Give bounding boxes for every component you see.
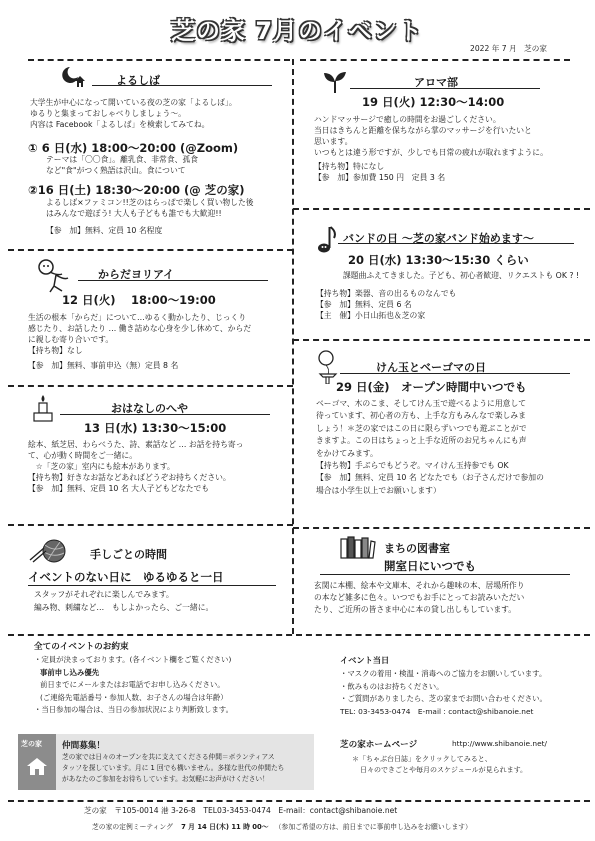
yoru-intro-line: 内容は Facebook「よるしば」を検索してみてね。 bbox=[30, 120, 210, 129]
kendama-line: しょう！＊芝の家ではこの日に限らずいつでも遊ぶことがで bbox=[316, 423, 527, 433]
notes-line: ・定員が決まっております。(各イベント欄をご覧ください) bbox=[34, 655, 232, 664]
band-line: 課題曲ふえてきました。子ども、初心者歓迎、リクエストも OK ? ! bbox=[343, 271, 580, 280]
homepage-line: ＊「ちゃぶ台日誌」をクリックしてみると、 bbox=[352, 755, 492, 763]
yoru-event1-line: テーマは「〇〇食」。離乳食、非常食、孤食 bbox=[46, 155, 199, 164]
recruit-desc bbox=[62, 752, 284, 785]
yoru-event2-line: はみんなで遊ぼう! 大人も子どもも誰でも大歓迎!! bbox=[46, 209, 222, 218]
notes-rules bbox=[34, 654, 233, 717]
aroma-fee: 【参 加】参加費 150 円 定員 3 名 bbox=[314, 173, 446, 182]
kendama-datetime: 29 日(金) オープン時間中いつでも bbox=[336, 380, 527, 394]
recruit-badge bbox=[18, 734, 56, 790]
karada-fee: 【参 加】無料、事前申込（無）定員 8 名 bbox=[28, 361, 179, 370]
aroma-title: アロマ部 bbox=[414, 76, 458, 89]
notes-line: ・当日参加の場合は、当日の参加状況により判断致します。 bbox=[34, 705, 233, 715]
recruit-badge-label: 芝の家 bbox=[21, 740, 42, 748]
notes-title: 全てのイベントのお約束 bbox=[34, 642, 129, 652]
notes-line: (ご連絡先電話番号・参加人数、お子さんの場合は年齢） bbox=[40, 692, 228, 702]
ohanashi-line: ☆「芝の家」室内にも絵本があります。 bbox=[28, 462, 175, 471]
teshigoto-title: 手しごとの時間 bbox=[90, 548, 167, 561]
homepage-line: 日々のできごとや毎月のスケジュールが見られます。 bbox=[360, 766, 528, 774]
band-desc bbox=[343, 270, 579, 281]
yoru-event2-line: よるしば×ファミコン!!芝のはらっぱで楽しく買い物した後 bbox=[46, 198, 254, 207]
library-title-underline bbox=[320, 574, 570, 575]
karada-desc bbox=[28, 312, 251, 371]
band-fee: 【参 加】無料、定員 6 名 bbox=[316, 300, 412, 309]
recruit-line: タッフを探しています。月に 1 回でも構いません。多様な世代の仲間たち bbox=[62, 764, 285, 772]
yoru-event2-date: ②16 日(土) 18:30～20:00 (@ 芝の家) bbox=[28, 183, 245, 197]
event-day-line: ・ご質問がありましたら、芝の家までお問い合わせください。 bbox=[340, 694, 547, 704]
yoru-event1-desc bbox=[46, 154, 198, 176]
recruit-title: 仲間募集！ bbox=[62, 741, 105, 751]
yoru-event1-line: など"食"がつく熟語は沢山。食について bbox=[46, 166, 186, 175]
event-day-line: ・マスクの着用・検温・消毒へのご協力をお願いしています。 bbox=[340, 669, 547, 678]
aroma-line: 思います。 bbox=[314, 137, 353, 146]
homepage-desc bbox=[352, 754, 527, 776]
yoru-event1-date: ① 6 日(水) 18:00～20:00 (@Zoom) bbox=[28, 141, 239, 155]
kendama-fee: 場合は小学生以上でお願いします） bbox=[316, 485, 441, 495]
homepage-url[interactable]: http://www.shibanoie.net/ bbox=[452, 739, 548, 748]
band-host: 【主 催】小日山拓也＆芝の家 bbox=[316, 311, 426, 320]
kendama-fee: 【参 加】無料、定員 10 名 どなたでも（お子さんだけで参加の bbox=[316, 473, 544, 483]
band-datetime: 20 日(水) 13:30～15:30 くらい bbox=[348, 253, 529, 267]
moon-house-icon bbox=[60, 64, 86, 88]
music-note-icon bbox=[316, 224, 338, 254]
kendama-line: 待っています、初心者の方も、上手な方もみんなで楽しみま bbox=[316, 411, 526, 421]
library-line: 玄関に本棚、絵本や文庫本、それから趣味の本、居場所作り bbox=[314, 581, 525, 590]
ohanashi-line: て、心が動く時間をご一緒に。 bbox=[28, 451, 137, 460]
band-items: 【持ち物】楽器、音の出るものなんでも bbox=[316, 289, 457, 298]
kendama-title: けん玉とベーゴマの日 bbox=[376, 361, 486, 374]
karada-datetime: 12 日(火) 18:00～19:00 bbox=[62, 293, 216, 307]
band-title: バンドの日 ～芝の家バンド始めます～ bbox=[343, 232, 534, 245]
yoru-event2-desc bbox=[46, 197, 254, 219]
kendama-line: きますよ。この日はちょっと上手な近所のお兄ちゃんにも声 bbox=[316, 436, 527, 446]
recruit-line: 芝の家では日々のオープンを共に支えてくださる仲間＝ボランティアス bbox=[62, 753, 275, 761]
meeting-date: 7 月 14 日(木) 11 時 00～ bbox=[181, 823, 269, 831]
kendama-line: ベーゴマ、木のこま、そしてけん玉で遊べるように用意して bbox=[316, 399, 527, 408]
notes-line: 前日までにメールまたはお電話でお申し込みください。 bbox=[40, 680, 225, 690]
yoru-intro-line: ゆるりと集まっておしゃべりしましょう～。 bbox=[30, 109, 186, 118]
candle-book-icon bbox=[32, 393, 54, 423]
kendama-line: をかけてみます。 bbox=[316, 448, 378, 458]
yoru-event2-fee: 【参 加】無料、定員 10 名程度 bbox=[46, 226, 163, 235]
books-icon bbox=[340, 535, 376, 559]
karada-items: 【持ち物】なし bbox=[28, 346, 83, 355]
top-divider-right bbox=[300, 59, 570, 61]
aroma-desc bbox=[314, 114, 548, 183]
divider-right-1 bbox=[293, 208, 590, 210]
house-icon bbox=[25, 756, 49, 776]
date-org: 2022 年 7 月 芝の家 bbox=[470, 44, 547, 53]
library-line: たり、ご近所の皆さま中心に本の貸し出しもしています。 bbox=[314, 605, 517, 615]
library-title: まちの図書室 bbox=[384, 542, 450, 555]
meeting-note: （参加ご希望の方は、前日までに事前申し込みをお願いします） bbox=[274, 823, 472, 831]
homepage-title: 芝の家ホームページ bbox=[340, 740, 418, 750]
yoru-title: よるしば bbox=[116, 74, 160, 87]
ohanashi-fee: 【参 加】無料、定員 10 名 大人子どもどなたでも bbox=[28, 484, 210, 493]
library-subtitle: 開室日にいつでも bbox=[384, 559, 476, 573]
ohanashi-items: 【持ち物】好きなお話などあればどうぞお持ちください。 bbox=[28, 473, 231, 482]
teshigoto-desc bbox=[34, 589, 213, 613]
meeting-label: 芝の家の定例ミーティング bbox=[92, 823, 173, 831]
divider-left-1 bbox=[8, 249, 293, 251]
footer-meeting bbox=[92, 821, 472, 831]
library-desc bbox=[314, 580, 525, 617]
footer-divider bbox=[8, 800, 590, 802]
footer-address: 芝の家 〒105-0014 港 3-26-8 TEL03-3453-0474 E-mail：contact@shibanoie.net bbox=[84, 806, 398, 815]
page-title: 芝の家 7月のイベント bbox=[170, 17, 424, 45]
teshigoto-line: スタッフがそれぞれに楽しんでみます。 bbox=[34, 590, 174, 599]
aroma-line: いつもとは違う形ですが、少しでも日常の疲れが取れますように。 bbox=[314, 148, 548, 157]
aroma-line: ハンドマッサージで癒しの時間をお過ごしください。 bbox=[314, 115, 501, 124]
sprout-icon bbox=[322, 70, 348, 94]
event-day-rules bbox=[340, 668, 547, 718]
karada-line: 生活の根本「からだ」について…ゆるく動かしたり、じっくり bbox=[28, 313, 247, 322]
ohanashi-title: おはなしのへや bbox=[111, 402, 188, 415]
karada-title: からだヨリアイ bbox=[98, 268, 175, 281]
band-details bbox=[316, 288, 456, 321]
aroma-items: 【持ち物】特になし bbox=[314, 162, 385, 171]
ohanashi-line: 絵本、紙芝居、わらべうた、詩、素話など … お話を持ち寄っ bbox=[28, 440, 244, 449]
event-day-contact: TEL: 03-3453-0474 E-mail : contact@shibanoie.net bbox=[340, 706, 534, 716]
center-divider bbox=[292, 59, 294, 634]
yarn-ball-icon bbox=[28, 538, 68, 564]
top-divider bbox=[28, 59, 290, 61]
event-day-title: イベント当日 bbox=[340, 655, 390, 665]
kendama-icon bbox=[316, 350, 338, 384]
recruit-line: があなたのご参加をお待ちしています。お気軽にお声がけください！ bbox=[62, 775, 269, 783]
aroma-datetime: 19 日(火) 12:30～14:00 bbox=[362, 95, 505, 109]
aroma-line: 当日はきちんと距離を保ちながら掌のマッサージを行いたいと bbox=[314, 126, 532, 135]
divider-right-3 bbox=[293, 527, 590, 529]
stick-figure-icon bbox=[34, 258, 74, 294]
teshigoto-subtitle: イベントのない日に ゆるゆると一日 bbox=[28, 570, 224, 584]
divider-left-2 bbox=[8, 385, 293, 387]
divider-right-2 bbox=[293, 339, 590, 341]
karada-line: 感じたり、お話したり … 働き詰めな心身を少し休めて、からだ bbox=[28, 324, 252, 333]
divider-left-3 bbox=[8, 524, 293, 526]
karada-line: に親しむ寄り合いです。 bbox=[28, 335, 114, 344]
kendama-desc bbox=[316, 398, 544, 497]
ohanashi-desc bbox=[28, 439, 243, 494]
divider-bottom bbox=[8, 634, 590, 636]
teshigoto-title-underline bbox=[28, 585, 276, 586]
event-day-line: ・飲みものはお持ちください。 bbox=[340, 681, 444, 691]
yoru-intro bbox=[30, 97, 237, 130]
notes-line: 事前申し込み優先 bbox=[40, 667, 100, 677]
yoru-intro-line: 大学生が中心になって開いている夜の芝の家「よるしば」。 bbox=[30, 98, 237, 107]
ohanashi-datetime: 13 日(水) 13:30～15:00 bbox=[84, 421, 227, 435]
library-line: の本など雑多に色々。いつでもお手にとってお読みいただい bbox=[314, 593, 525, 603]
teshigoto-line: 編み物、刺繍など… もしよかったら、ご一緒に。 bbox=[34, 603, 214, 612]
kendama-items: 【持ち物】手ぶらでもどうぞ。マイけん玉持参でも OK bbox=[316, 461, 509, 471]
